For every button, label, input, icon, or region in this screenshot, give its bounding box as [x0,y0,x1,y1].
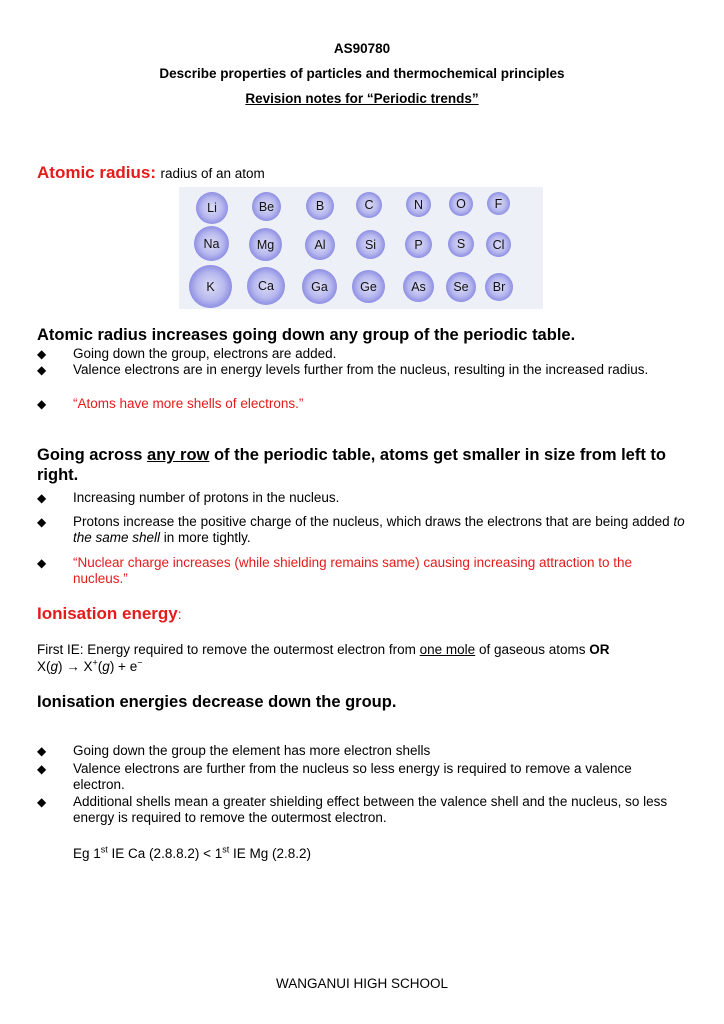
row-bullet-2-pre: Protons increase the positive charge of the nucleus, which draws the electrons that are being added [73,514,674,529]
ie-bullet-1: Going down the group the element has more electron shells [73,743,431,758]
row-bullet-3: “Nuclear charge increases (while shielding remains same) causing increasing attraction to the nucleus.” [73,555,633,586]
atom-be: Be [252,192,281,221]
bullet-icon: ◆ [37,795,47,809]
eq-g: g [50,659,59,674]
bullet-icon: ◆ [37,515,47,529]
bullet-icon: ◆ [37,556,47,570]
ie-def-or: OR [589,642,610,657]
row-heading-underlined: any row [147,446,210,464]
ie-bullet-3: Additional shells mean a greater shielding effect between the valence shell and the nucleus, so less energy is required to remove the outermost electron. [73,794,668,825]
eq-plus: + [92,657,98,668]
atom-na: Na [194,226,229,261]
bullet-icon: ◆ [37,762,47,776]
atomic-radius-line [37,163,265,183]
eq-x: X( [37,659,51,674]
eq-minus: − [137,657,143,668]
eg-mid: IE Ca (2.8.8.2) < 1 [107,846,223,861]
group-bullet-3: “Atoms have more shells of electrons.” [73,396,304,411]
revision-title: Revision notes for “Periodic trends” [245,91,479,106]
atomic-radius-heading: Atomic radius: [37,163,157,182]
ie-def-pre: First IE: Energy required to remove the outermost electron from [37,642,420,657]
ie-def-underlined: one mole [419,642,476,657]
atom-br: Br [485,273,513,301]
row-bullet-2 [73,514,693,546]
document-code: AS90780 [333,41,391,56]
bullet-icon: ◆ [37,363,47,377]
atom-cl: Cl [486,232,511,257]
eg-post: IE Mg (2.8.2) [229,846,312,861]
ionisation-heading-colon: : [177,607,182,622]
row-heading-post: of the periodic table, atoms get smaller in size from left to right. [37,446,666,484]
atomic-radius-definition: radius of an atom [160,166,265,181]
eg-sup2: st [222,844,230,855]
group-bullet-1: Going down the group, electrons are added. [73,346,337,361]
atom-c: C [356,192,382,218]
row-trend-heading [37,445,687,485]
ie-bullet-2: Valence electrons are further from the nucleus so less energy is required to remove a valence electron. [73,761,632,792]
atom-ga: Ga [302,269,337,304]
ie-def-post: of gaseous atoms [475,642,590,657]
eg-pre: Eg 1 [73,846,101,861]
eq-mid: ) → X [58,659,93,674]
bullet-icon: ◆ [37,744,47,758]
atom-as: As [403,271,434,302]
ionisation-equation [37,659,142,675]
eg-sup1: st [100,844,108,855]
ie-example [73,846,311,862]
atom-p: P [405,231,432,258]
atom-al: Al [305,230,335,260]
ionisation-heading [37,604,182,624]
ie-trend-heading: Ionisation energies decrease down the group. [37,693,397,711]
eq-g2: g [102,659,110,674]
eq-close: ) + e [109,659,138,674]
group-bullet-2: Valence electrons are in energy levels further from the nucleus, resulting in the increased radius. [73,362,649,377]
group-trend-heading: Atomic radius increases going down any group of the periodic table. [37,326,576,344]
atom-f: F [487,192,510,215]
eq-open: ( [97,659,103,674]
atom-se: Se [446,272,476,302]
row-bullet-1: Increasing number of protons in the nucleus. [73,490,340,505]
atom-o: O [449,192,473,216]
atom-n: N [406,192,431,217]
row-bullet-2-italic: to the same shell [73,514,685,545]
bullet-icon: ◆ [37,397,47,411]
ionisation-heading-text: Ionisation energy [37,604,178,623]
atom-k: K [189,265,232,308]
row-heading-pre: Going across [37,446,148,464]
atom-ca: Ca [247,267,285,305]
bullet-icon: ◆ [37,347,47,361]
atom-b: B [306,192,334,220]
bullet-icon: ◆ [37,491,47,505]
atom-mg: Mg [249,228,282,261]
footer-school: WANGANUI HIGH SCHOOL [275,976,448,991]
atom-li: Li [196,192,228,224]
atom-si: Si [356,230,385,259]
document-subtitle: Describe properties of particles and thermochemical principles [159,66,565,81]
atom-ge: Ge [352,270,385,303]
ionisation-definition [37,642,677,658]
atom-s: S [448,231,474,257]
atomic-radius-diagram [179,187,543,309]
row-bullet-2-post: in more tightly. [160,530,251,545]
